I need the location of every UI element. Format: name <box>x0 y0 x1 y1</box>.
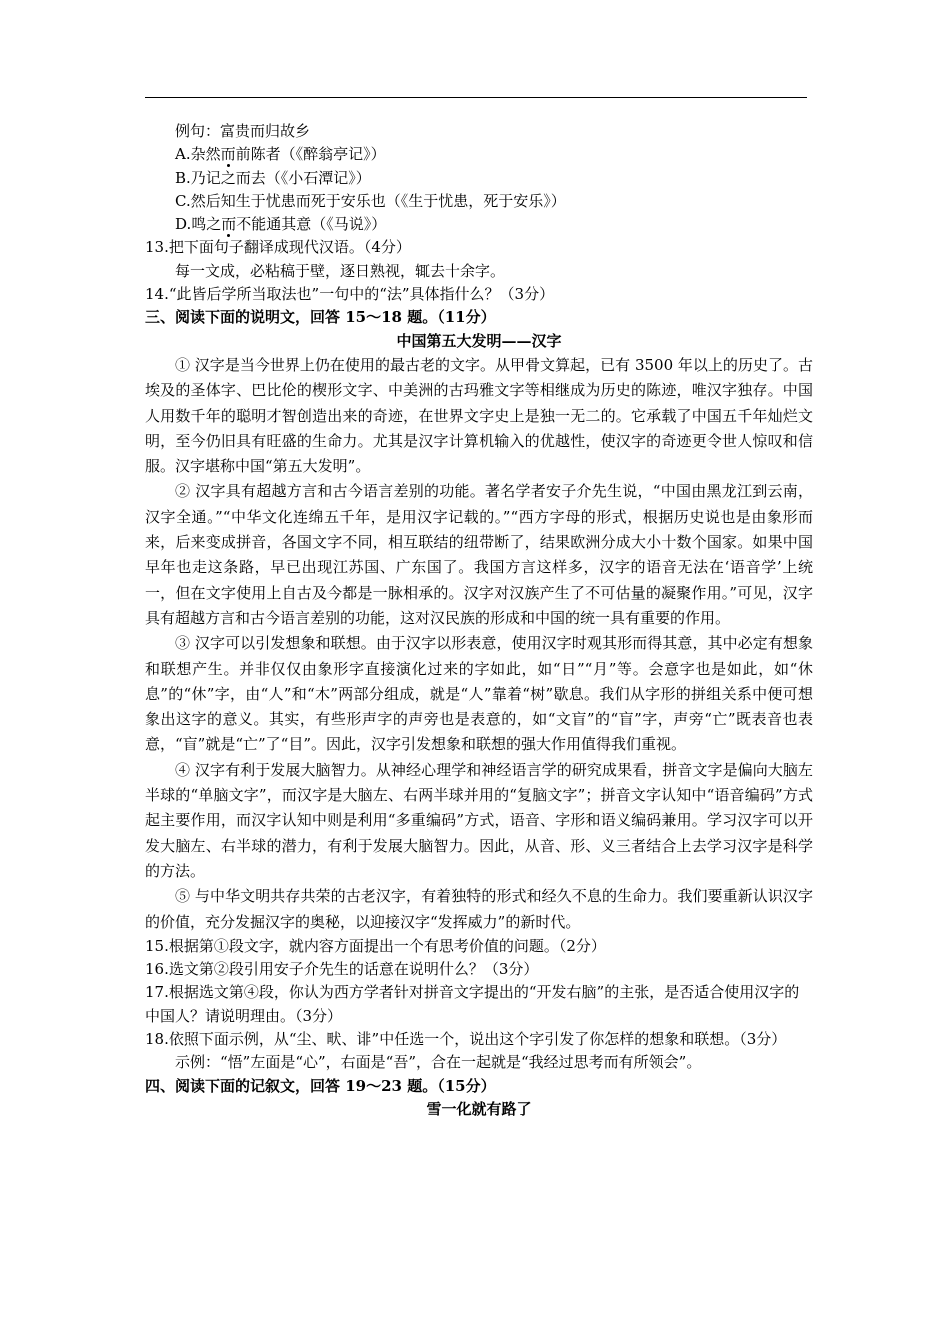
q12-option-c: C.然后知生于忧患而死于安乐也（《生于忧患，死于安乐》） <box>175 191 566 210</box>
q12-option-b: B.乃记之而去（《小石潭记》） <box>175 168 371 187</box>
page-content <box>145 120 813 1121</box>
q13-sentence: 每一文成，必粘稿于壁，逐日熟视，辄去十余字。 <box>175 261 506 280</box>
passage-paragraph-4: ④ 汉字有利于发展大脑智力。从神经心理学和神经语言学的研究成果看，拼音文字是偏向大脑左半球的“单脑文字”，而汉字是大脑左、右两半球并用的“复脑文字”；拼音文字认知中“语音编码”方式起主要作用，而汉字认知中则是利用“多重编码”方式，语音、字形和语义编码兼用。学习汉字可以开发大脑左、右半球的潜力，有利于发展大脑智力。因此，从音、形、义三者结合上去学习汉字是科学的方法。 <box>145 760 813 880</box>
header-rule <box>145 97 807 98</box>
q17-stem: 17.根据选文第④段，你认为西方学者针对拼音文字提出的“开发右脑”的主张，是否适合使用汉字的中国人？请说明理由。（3分） <box>145 983 800 1025</box>
q18-stem: 18.依照下面示例，从“尘、畎、诽”中任选一个，说出这个字引发了你怎样的想象和联想。（3分） <box>145 1029 787 1048</box>
passage-paragraph-1: ① 汉字是当今世界上仍在使用的最古老的文字。从甲骨文算起，已有 3500 年以上的历史了。古埃及的圣体字、巴比伦的楔形文字、中美洲的古玛雅文字等相继成为历史的陈迹，唯汉字独存。中国人用数千年的聪明才智创造出来的奇迹，在世界文字史上是独一无二的。它承载了中国五千年灿烂文明，至今仍旧具有旺盛的生命力。尤其是汉字计算机输入的优越性，使汉字的奇迹更令世人惊叹和信服。汉字堪称中国“第五大发明”。 <box>145 355 813 476</box>
q18-example: 示例：“悟”左面是“心”，右面是“吾”，合在一起就是“我经过思考而有所领会”。 <box>175 1053 702 1072</box>
q14-stem: 14.“此皆后学所当取法也”一句中的“法”具体指什么？（3分） <box>145 285 555 304</box>
emphasis-char: 而 <box>221 215 237 234</box>
passage-paragraph-5: ⑤ 与中华文明共存共荣的古老汉字，有着独特的形式和经久不息的生命力。我们要重新认识汉字的价值，充分发掘汉字的奥秘，以迎接汉字“发挥威力”的新时代。 <box>145 887 813 931</box>
q13-stem: 13.把下面句子翻译成现代汉语。（4分） <box>145 238 411 257</box>
q12-option-a: A.杂然而前陈者（《醉翁亭记》） <box>175 145 386 164</box>
emphasis-char: 而 <box>220 145 236 164</box>
q16-stem: 16.选文第②段引用安子介先生的话意在说明什么？（3分） <box>145 960 539 979</box>
section4-title: 雪一化就有路了 <box>426 1099 532 1118</box>
section3-heading: 三、阅读下面的说明文，回答 15～18 题。（11分） <box>145 308 496 327</box>
q12-example: 例句：富贵而归故乡 <box>175 122 311 140</box>
section4-heading: 四、阅读下面的记叙文，回答 19～23 题。（15分） <box>145 1076 496 1095</box>
q15-stem: 15.根据第①段文字，就内容方面提出一个有思考价值的问题。（2分） <box>145 936 606 955</box>
section3-title: 中国第五大发明——汉字 <box>396 331 562 350</box>
passage-paragraph-2: ② 汉字具有超越方言和古今语言差别的功能。著名学者安子介先生说，“中国由黑龙江到云南，汉字全通。”“中华文化连绵五千年，是用汉字记载的。”“西方字母的形式，根据历史说也是由象形而来，后来变成拼音，各国文字不同，相互联结的纽带断了，结果欧洲分成大小十数个国家。如果中国早年也走这条路，早已出现江苏国、广东国了。我国方言这样多，汉字的语音无法在‘语音学’上统一，但在文字使用上自古及今都是一脉相承的。汉字对汉族产生了不可估量的凝聚作用。”可见，汉字具有超越方言和古今语言差别的功能，这对汉民族的形成和中国的统一具有重要的作用。 <box>145 482 813 627</box>
passage-paragraph-3: ③ 汉字可以引发想象和联想。由于汉字以形表意，使用汉字时观其形而得其意，其中必定有想象和联想产生。并非仅仅由象形字直接演化过来的字如此，如“日”“月”等。会意字也是如此，如“休息”的“休”字，由“人”和“木”两部分组成，就是“人”靠着“树”歇息。我们从字形的拼组关系中便可想象出这字的意义。其实，有些形声字的声旁也是表意的，如“文盲”的“盲”字，声旁“亡”既表音也表意，“盲”就是“亡”了“目”。因此，汉字引发想象和联想的强大作用值得我们重视。 <box>145 634 813 754</box>
q12-option-d: D.鸣之而不能通其意（《马说》） <box>175 215 387 234</box>
